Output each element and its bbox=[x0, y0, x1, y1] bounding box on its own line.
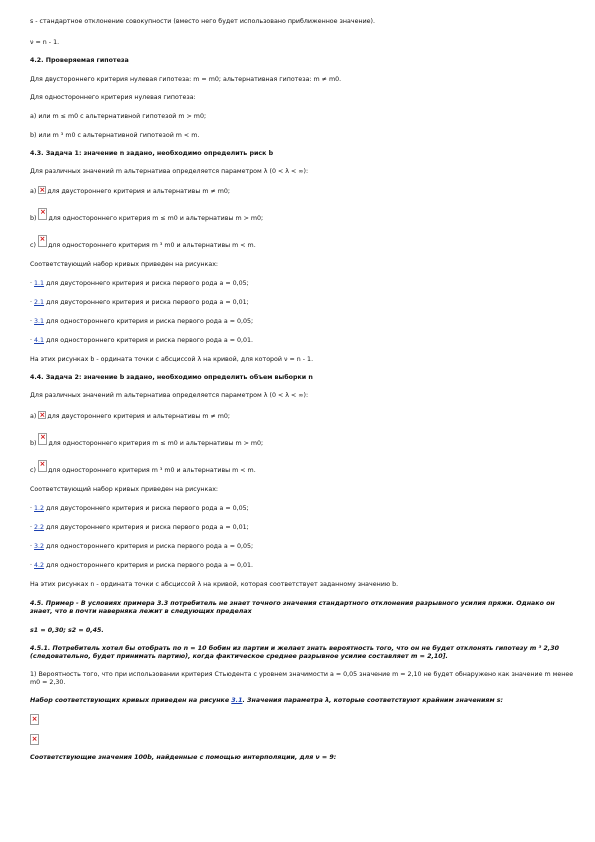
text-line: На этих рисунках n - ордината точки с абсциссой λ на кривой, которая соответствует заданному значению b. bbox=[30, 581, 399, 588]
section-heading-4-2: 4.2. Проверяемая гипотеза bbox=[30, 57, 129, 64]
text-line: Для двустороннего критерия нулевая гипотеза: m = m0; альтернативная гипотеза: m ≠ m0. bbox=[30, 76, 342, 83]
list-item: · 4.1 для одностороннего критерия и риска первого рода a = 0,01. bbox=[30, 337, 254, 344]
formula-line: c) × для одностороннего критерия m ³ m0 и альтернативы m < m. bbox=[30, 235, 256, 249]
list-item: · 2.1 для двустороннего критерия и риска первого рода a = 0,01; bbox=[30, 299, 249, 306]
figure-link[interactable]: 3.1 bbox=[34, 318, 45, 325]
broken-image-icon: × bbox=[39, 411, 46, 419]
text-line: Соответствующий набор кривых приведен на рисунках: bbox=[30, 261, 219, 268]
text-line: Для различных значений m альтернатива определяется параметром λ (0 < λ < ∞): bbox=[30, 168, 309, 175]
example-paragraph: Набор соответствующих кривых приведен на рисунке 3.1. Значения параметра λ, которые соответствуют крайним значениям s: bbox=[30, 697, 504, 704]
text-line: Для одностороннего критерия нулевая гипотеза: bbox=[30, 94, 196, 101]
text-line: Для различных значений m альтернатива определяется параметром λ (0 < λ < ∞): bbox=[30, 392, 309, 399]
broken-image-icon: × bbox=[38, 433, 47, 445]
figure-link[interactable]: 3.2 bbox=[34, 543, 45, 550]
formula-line: a) × для двустороннего критерия и альтернативы m ≠ m0; bbox=[30, 186, 231, 195]
list-item: · 3.2 для одностороннего критерия и риска первого рода a = 0,05; bbox=[30, 543, 254, 550]
text-line: Соответствующий набор кривых приведен на рисунках: bbox=[30, 486, 219, 493]
formula-line: a) × для двустороннего критерия и альтернативы m ≠ m0; bbox=[30, 411, 231, 420]
figure-link[interactable]: 1.1 bbox=[34, 280, 45, 287]
list-item: · 3.1 для одностороннего критерия и риска первого рода a = 0,05; bbox=[30, 318, 254, 325]
text-line: s - стандартное отклонение совокупности (вместо него будет использовано приближенное значение). bbox=[30, 18, 375, 25]
text-line: ν = n - 1. bbox=[30, 39, 60, 46]
broken-image-icon bbox=[30, 734, 575, 745]
figure-link[interactable]: 4.2 bbox=[34, 562, 45, 569]
section-heading-4-3: 4.3. Задача 1: значение n задано, необходимо определить риск b bbox=[30, 150, 274, 157]
broken-image-icon: × bbox=[39, 186, 46, 194]
formula-line: b) × для одностороннего критерия m ≤ m0 и альтернативы m > m0; bbox=[30, 433, 264, 447]
list-item: · 1.2 для двустороннего критерия и риска первого рода a = 0,05; bbox=[30, 505, 249, 512]
figure-link[interactable]: 1.2 bbox=[34, 505, 45, 512]
figure-link[interactable]: 4.1 bbox=[34, 337, 45, 344]
list-item: · 4.2 для одностороннего критерия и риска первого рода a = 0,01. bbox=[30, 562, 254, 569]
example-paragraph: 4.5. Пример - В условиях примера 3.3 потребитель не знает точного значения стандартного отклонения разрывного усилия пряжи. Однако он знает, что в почти наверняка лежит в следующих пределах bbox=[30, 600, 555, 615]
formula-line: b) × для одностороннего критерия m ≤ m0 и альтернативы m > m0; bbox=[30, 208, 264, 222]
example-paragraph: Соответствующие значения 100b, найденные с помощью интерполяции, для ν = 9: bbox=[30, 754, 337, 761]
figure-link[interactable]: 2.2 bbox=[34, 524, 45, 531]
formula-line: c) × для одностороннего критерия m ³ m0 и альтернативы m < m. bbox=[30, 460, 256, 474]
broken-image-icon: × bbox=[38, 235, 47, 247]
section-heading-4-4: 4.4. Задача 2: значение b задано, необходимо определить объем выборки n bbox=[30, 374, 313, 381]
text-paragraph: 1) Вероятность того, что при использовании критерия Стьюдента с уровнем значимости a = 0,05 значение m = 2,10 не будет обнаружено как значение m менее m0 = 2,30. bbox=[30, 671, 574, 686]
broken-image-icon: × bbox=[31, 715, 38, 723]
list-item: · 1.1 для двустороннего критерия и риска первого рода a = 0,05; bbox=[30, 280, 249, 287]
example-paragraph: 4.5.1. Потребитель хотел бы отобрать по n = 10 бобин из партии и желает знать вероятность того, что он не будет отклонять гипотезу m ³ 2,30 (следовательно, будет принимать партию), когда фактическое среднее разрывное усилие составляет m = 2,10]. bbox=[30, 645, 559, 660]
broken-image-icon: × bbox=[31, 735, 38, 743]
figure-link[interactable]: 2.1 bbox=[34, 299, 45, 306]
document-body bbox=[30, 14, 575, 762]
broken-image-icon: × bbox=[38, 460, 47, 472]
list-item: · 2.2 для двустороннего критерия и риска первого рода a = 0,01; bbox=[30, 524, 249, 531]
figure-link[interactable]: 3.1 bbox=[231, 697, 243, 704]
example-values: s1 = 0,30; s2 = 0,45. bbox=[30, 627, 104, 634]
text-line: b) или m ³ m0 с альтернативной гипотезой m < m. bbox=[30, 132, 200, 139]
text-line: На этих рисунках b - ордината точки с абсциссой λ на кривой, для которой ν = n - 1. bbox=[30, 356, 314, 363]
broken-image-icon: × bbox=[38, 208, 47, 220]
text-line: а) или m ≤ m0 с альтернативной гипотезой m > m0; bbox=[30, 113, 207, 120]
broken-image-icon bbox=[30, 714, 575, 725]
